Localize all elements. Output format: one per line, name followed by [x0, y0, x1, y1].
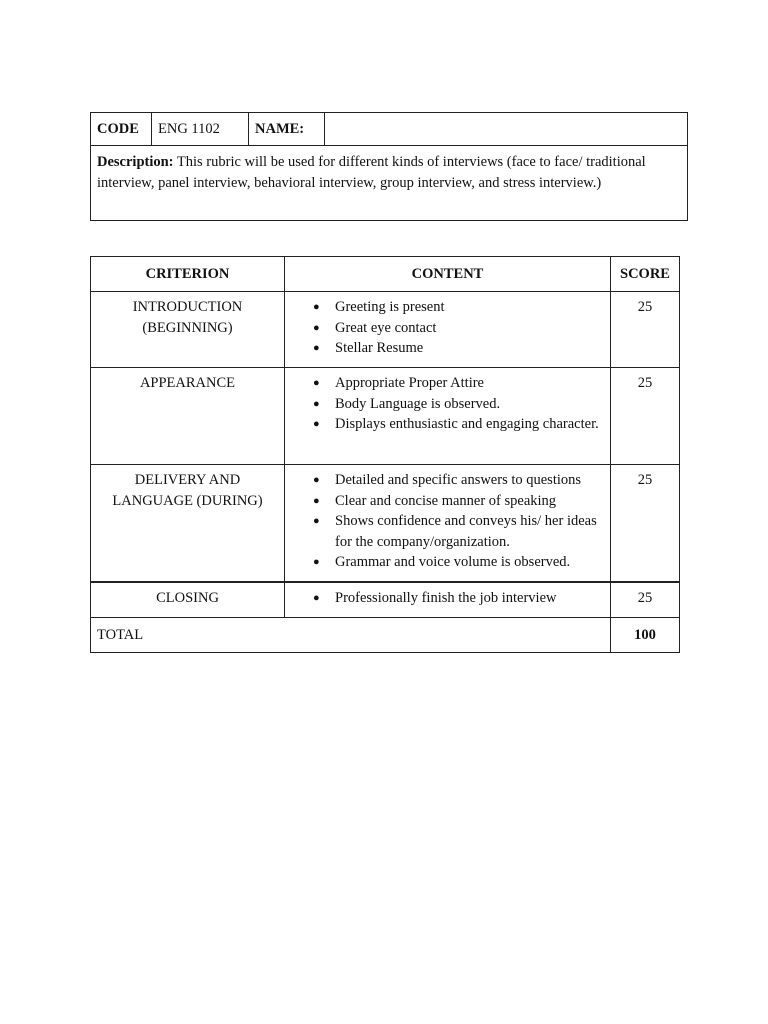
code-value: ENG 1102 [152, 113, 249, 146]
score-cell: 25 [611, 292, 680, 368]
list-item: ● Displays enthusiastic and engaging character. [335, 414, 602, 435]
column-header-score: SCORE [611, 257, 680, 292]
name-label: NAME: [249, 113, 325, 146]
list-item: ● Stellar Resume [335, 338, 602, 359]
header-top-row [91, 113, 688, 146]
content-list [285, 470, 602, 573]
name-field[interactable] [325, 113, 688, 146]
header-table [90, 112, 688, 221]
list-item: ● Greeting is present [335, 297, 602, 318]
rubric-header-row [91, 257, 680, 292]
table-row [91, 368, 680, 465]
description-text: This rubric will be used for different kinds of interviews (face to face/ traditional interview, panel interview, behavioral interview, group interview, and stress interview.) [97, 154, 646, 191]
description-label: Description: [97, 154, 174, 170]
criterion-cell: DELIVERY AND LANGUAGE (DURING) [91, 465, 285, 583]
criterion-cell: APPEARANCE [91, 368, 285, 465]
list-item: ● Clear and concise manner of speaking [335, 491, 602, 512]
column-header-content: CONTENT [285, 257, 611, 292]
criterion-cell: INTRODUCTION (BEGINNING) [91, 292, 285, 368]
content-list [285, 297, 602, 359]
content-list [285, 373, 602, 435]
description-cell [91, 146, 688, 221]
content-cell [285, 368, 611, 465]
list-item: ● Grammar and voice volume is observed. [335, 552, 602, 573]
content-list [285, 588, 602, 609]
list-item: ● Great eye contact [335, 318, 602, 339]
list-item: ● Professionally finish the job interview [335, 588, 602, 609]
table-row [91, 292, 680, 368]
criterion-cell: CLOSING [91, 582, 285, 618]
rubric-table [90, 256, 680, 653]
score-cell: 25 [611, 368, 680, 465]
table-row [91, 465, 680, 583]
list-item: ● Body Language is observed. [335, 394, 602, 415]
total-row [91, 618, 680, 653]
code-label: CODE [91, 113, 152, 146]
score-cell: 25 [611, 582, 680, 618]
content-cell [285, 465, 611, 583]
list-item: ● Appropriate Proper Attire [335, 373, 602, 394]
total-label: TOTAL [91, 618, 611, 653]
list-item: ● Shows confidence and conveys his/ her ideas for the company/organization. [335, 511, 602, 552]
score-cell: 25 [611, 465, 680, 583]
description-row [91, 146, 688, 221]
content-cell [285, 292, 611, 368]
content-cell [285, 582, 611, 618]
list-item: ● Detailed and specific answers to questions [335, 470, 602, 491]
column-header-criterion: CRITERION [91, 257, 285, 292]
total-score: 100 [611, 618, 680, 653]
table-row [91, 582, 680, 618]
